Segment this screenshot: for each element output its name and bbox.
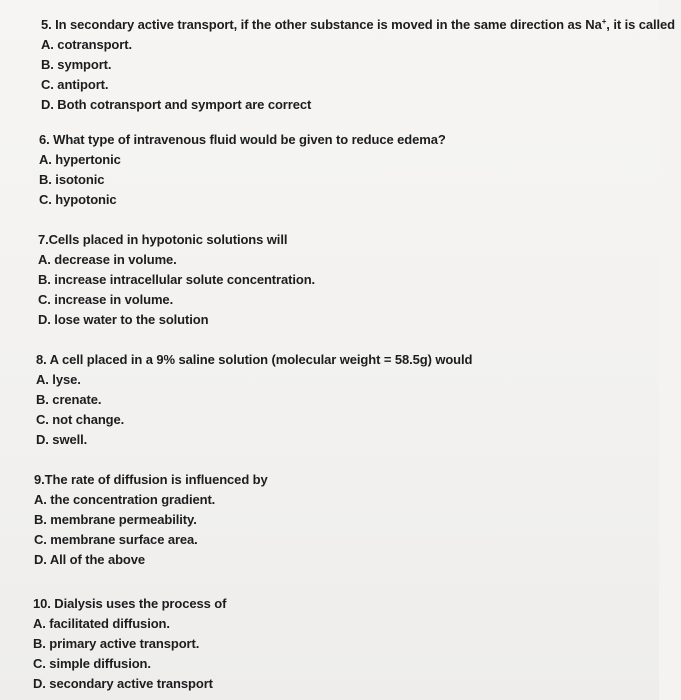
question-6-option-c: C. hypotonic (39, 192, 117, 207)
question-9-option-a: A. the concentration gradient. (34, 492, 216, 507)
question-5-option-d: D. Both cotransport and symport are correct (41, 97, 312, 112)
question-10-option-d: D. secondary active transport (33, 676, 213, 691)
question-8 (36, 350, 676, 450)
question-10-option-a: A. facilitated diffusion. (33, 616, 170, 631)
question-8-option-a: A. lyse. (36, 372, 81, 387)
question-8-stem: 8. A cell placed in a 9% saline solution (molecular weight = 58.5g) would (36, 352, 473, 367)
question-5-option-a: A. cotransport. (41, 37, 132, 52)
question-10-stem: 10. Dialysis uses the process of (33, 596, 227, 611)
question-9 (34, 470, 674, 570)
question-7 (38, 230, 678, 330)
question-8-option-c: C. not change. (36, 412, 125, 427)
question-10-option-b: B. primary active transport. (33, 636, 200, 651)
question-7-option-a: A. decrease in volume. (38, 252, 177, 267)
question-9-option-c: C. membrane surface area. (34, 532, 198, 547)
question-6 (39, 130, 679, 210)
question-5-stem (41, 12, 681, 35)
question-7-option-b: B. increase intracellular solute concentration. (38, 272, 316, 287)
question-8-option-b: B. crenate. (36, 392, 102, 407)
sodium-charge-superscript: + (601, 17, 607, 26)
question-5-option-b: B. symport. (41, 57, 112, 72)
question-6-option-b: B. isotonic (39, 172, 105, 187)
question-5-stem-end: , it is called (606, 17, 675, 32)
question-9-stem: 9.The rate of diffusion is influenced by (34, 472, 268, 487)
question-7-option-d: D. lose water to the solution (38, 312, 209, 327)
question-10-option-c: C. simple diffusion. (33, 656, 151, 671)
question-8-option-d: D. swell. (36, 432, 88, 447)
question-9-option-b: B. membrane permeability. (34, 512, 197, 527)
question-5-stem-text: 5. In secondary active transport, if the other substance is moved in the same direction as Na (41, 17, 602, 32)
question-10 (33, 594, 673, 694)
question-6-stem: 6. What type of intravenous fluid would be given to reduce edema? (39, 132, 446, 147)
question-6-option-a: A. hypertonic (39, 152, 121, 167)
question-7-stem: 7.Cells placed in hypotonic solutions will (38, 232, 288, 247)
question-7-option-c: C. increase in volume. (38, 292, 174, 307)
question-5 (41, 12, 681, 115)
question-5-option-c: C. antiport. (41, 77, 109, 92)
question-9-option-d: D. All of the above (34, 552, 146, 567)
